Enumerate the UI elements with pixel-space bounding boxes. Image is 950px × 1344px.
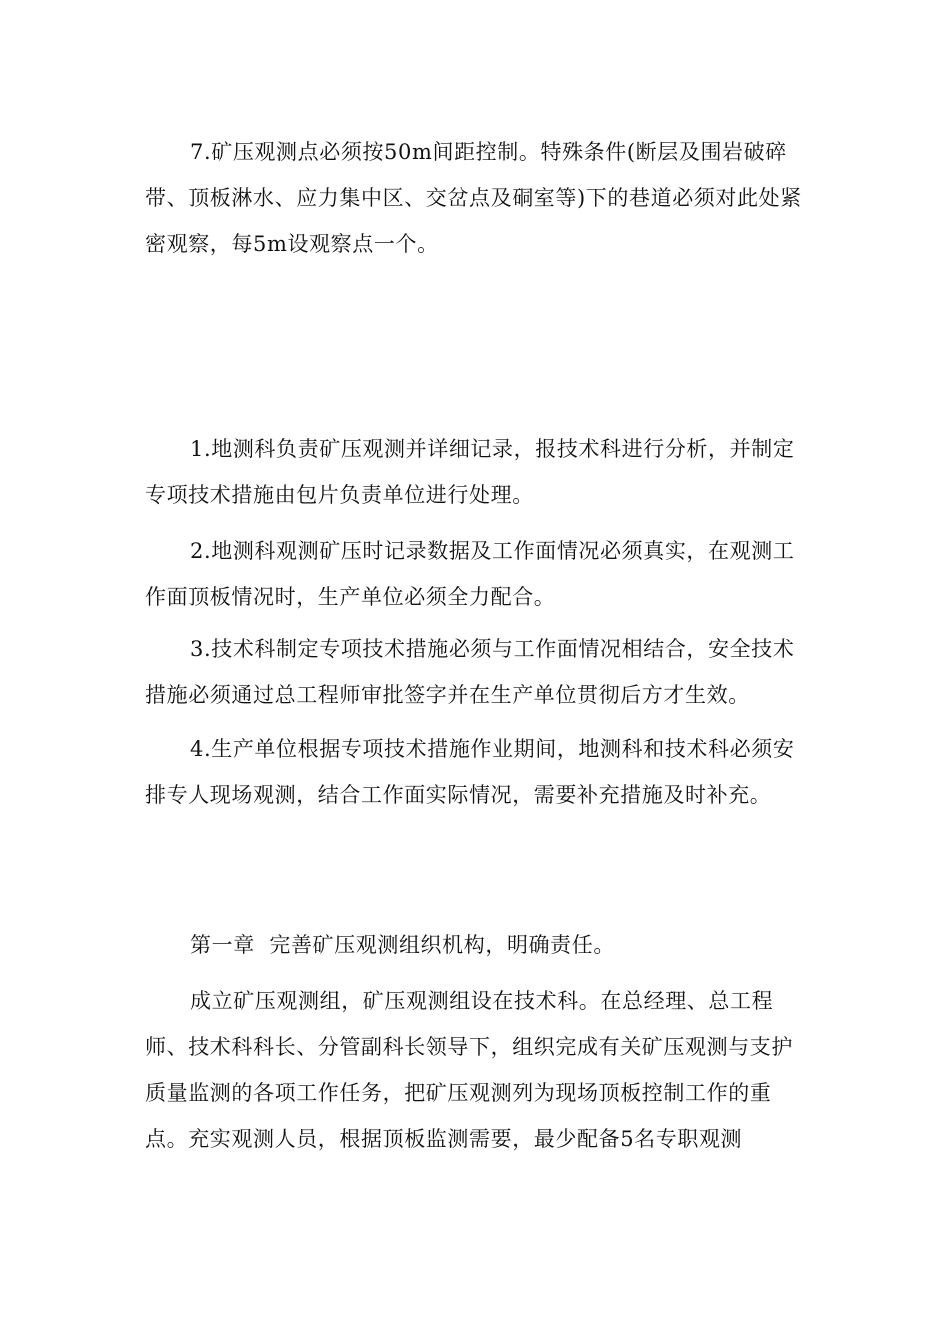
paragraph-item-4: 4.生产单位根据专项技术措施作业期间，地测科和技术科必须安排专人现场观测，结合工作面实际情况，需要补充措施及时补充。: [145, 737, 795, 807]
paragraph-item-7: 7.矿压观测点必须按50m间距控制。特殊条件(断层及围岩破碎带、顶板淋水、应力集中区、交岔点及硐室等)下的巷道必须对此处紧密观察，每5m设观察点一个。: [145, 140, 802, 256]
paragraph-item-3: 3.技术科制定专项技术措施必须与工作面情况相结合，安全技术措施必须通过总工程师审批签字并在生产单位贯彻后方才生效。: [145, 637, 795, 707]
paragraph-item-2: 2.地测科观测矿压时记录数据及工作面情况必须真实，在观测工作面顶板情况时，生产单位必须全力配合。: [145, 539, 795, 609]
paragraph-observation-group: 成立矿压观测组，矿压观测组设在技术科。在总经理、总工程师、技术科科长、分管副科长领导下，组织完成有关矿压观测与支护质量监测的各项工作任务，把矿压观测列为现场顶板控制工作的重点。充实观测人员，根据顶板监测需要，最少配备5名专职观测: [145, 989, 793, 1151]
paragraph-item-1: 1.地测科负责矿压观测并详细记录，报技术科进行分析，并制定专项技术措施由包片负责单位进行处理。: [145, 437, 795, 507]
chapter-heading: 第一章 完善矿压观测组织机构，明确责任。: [190, 933, 615, 957]
